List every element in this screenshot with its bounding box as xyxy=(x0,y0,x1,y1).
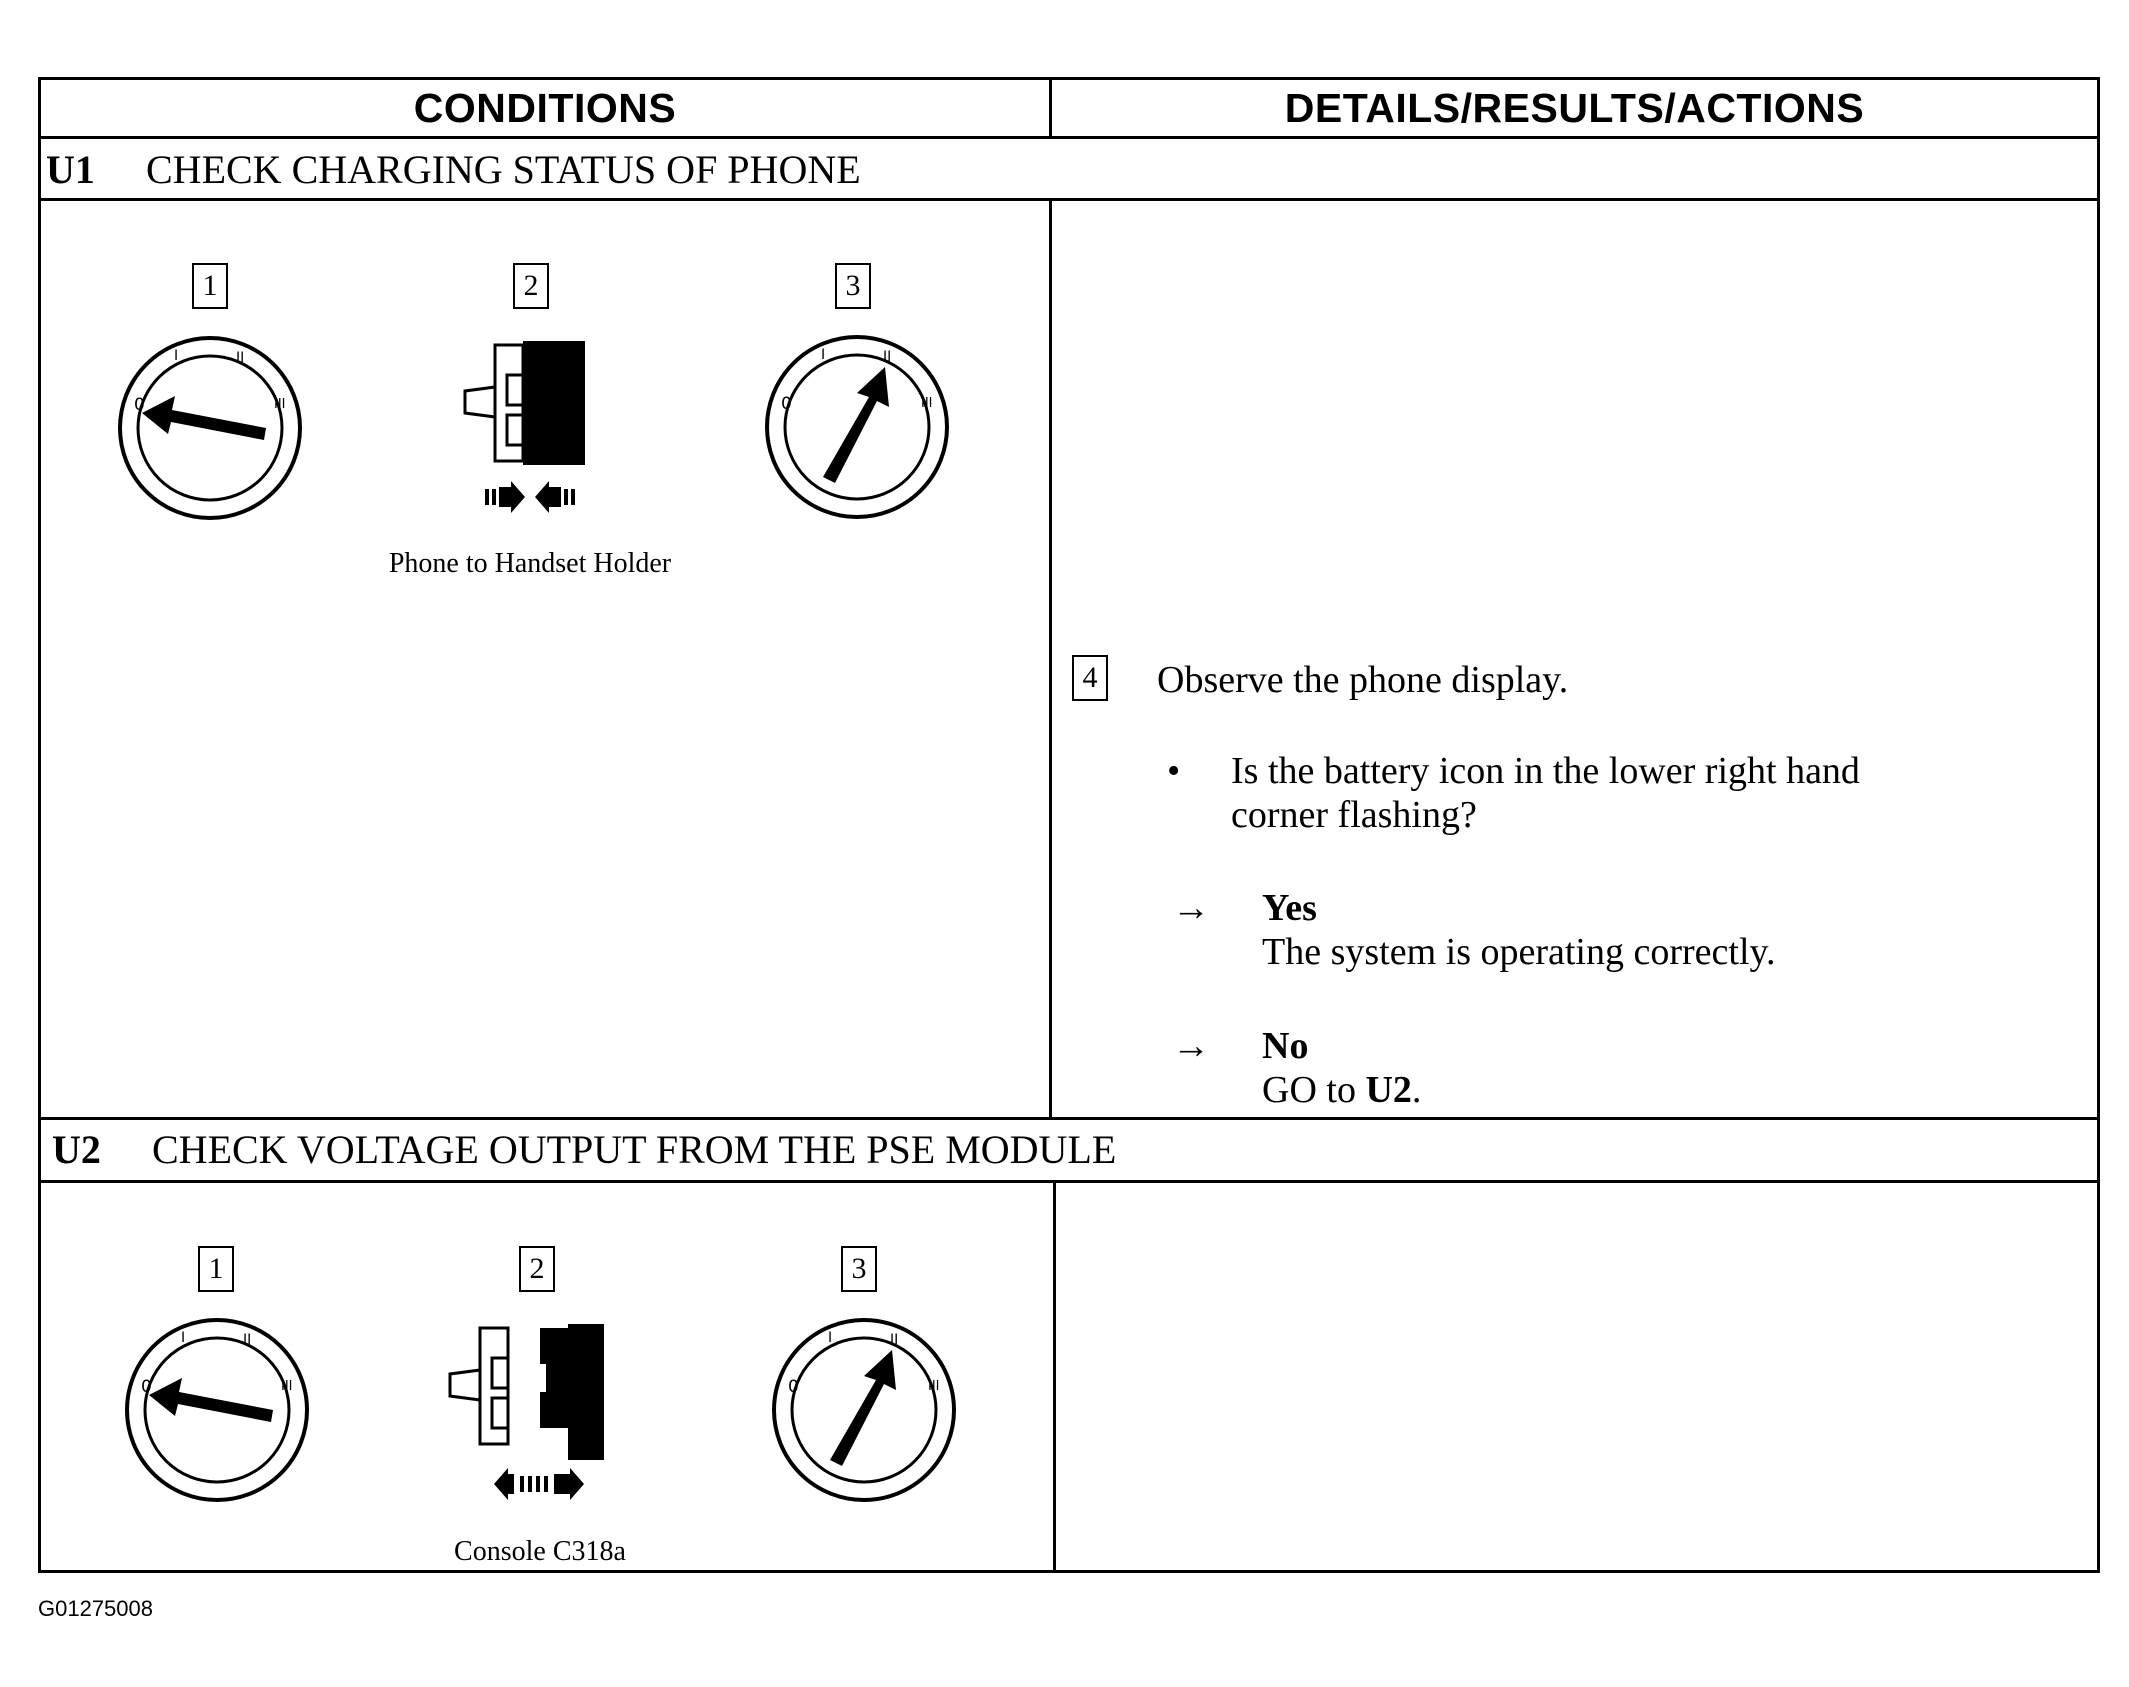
u1-question xyxy=(1231,749,1860,837)
u1-step-1-box: 1 xyxy=(192,263,228,309)
u1-yes-label: Yes xyxy=(1262,887,1317,929)
u1-yes-block xyxy=(1262,886,1776,974)
u1-connector-connect-icon xyxy=(455,335,605,515)
conditions-header: CONDITIONS xyxy=(413,85,677,131)
u2-section-id: U2 xyxy=(52,1127,101,1172)
u1r-run-mark: II xyxy=(883,349,892,365)
u2-column-divider xyxy=(1053,1180,1056,1573)
u2-step-2-box: 2 xyxy=(519,1246,555,1292)
u2-section-text: CHECK VOLTAGE OUTPUT FROM THE PSE MODULE xyxy=(152,1127,1117,1172)
u1-section-text: CHECK CHARGING STATUS OF PHONE xyxy=(146,147,861,192)
figure-id: G01275008 xyxy=(38,1596,153,1621)
u2-step-3-box: 3 xyxy=(841,1246,877,1292)
u1-question-line-1: Is the battery icon in the lower right hand xyxy=(1231,750,1860,792)
u1-acc-mark: I xyxy=(174,348,179,364)
u1r-acc-mark: I xyxy=(821,347,826,363)
u2-step-1-box: 1 xyxy=(198,1246,234,1292)
u2-start-mark: III xyxy=(281,1379,293,1394)
u2-ignition-off-icon xyxy=(119,1312,315,1508)
u1-no-text-ref: U2 xyxy=(1365,1069,1412,1111)
u2r-acc-mark: I xyxy=(828,1330,833,1346)
u1-section-title xyxy=(46,140,861,200)
header-divider xyxy=(38,136,2100,139)
u1-no-label: No xyxy=(1262,1025,1309,1067)
u1-bullet: • xyxy=(1167,750,1181,792)
details-header: DETAILS/RESULTS/ACTIONS xyxy=(1284,85,1865,131)
u1-run-mark: II xyxy=(236,350,245,366)
u2-off-mark: 0 xyxy=(141,1377,152,1397)
u1-connector-caption: Phone to Handset Holder xyxy=(388,548,672,579)
u2-section-title xyxy=(52,1120,1116,1180)
u1-step-3-box: 3 xyxy=(835,263,871,309)
u2-title-bottom-divider xyxy=(38,1180,2100,1183)
u2-connector-disconnect-icon xyxy=(440,1318,640,1508)
u1-no-block xyxy=(1262,1024,1421,1112)
u1-no-text-suffix: . xyxy=(1411,1069,1422,1111)
u1-column-divider xyxy=(1049,198,1052,1120)
u2r-run-mark: II xyxy=(890,1332,899,1348)
u1-no-text-prefix: GO to xyxy=(1262,1069,1356,1111)
u1-no-arrow: → xyxy=(1172,1025,1210,1067)
u1-step-2-box: 2 xyxy=(513,263,549,309)
u1-off-mark: 0 xyxy=(134,395,145,415)
u1-start-mark: III xyxy=(274,397,286,412)
u2-acc-mark: I xyxy=(181,1330,186,1346)
u2-connector-caption: Console C318a xyxy=(454,1536,626,1567)
u1-yes-arrow: → xyxy=(1172,887,1210,929)
u1-section-id: U1 xyxy=(46,147,95,192)
u1-step-4-box: 4 xyxy=(1072,655,1108,701)
u2-ignition-run-icon xyxy=(766,1312,962,1508)
u1-ignition-run-icon xyxy=(759,329,955,525)
u1-yes-text: The system is operating correctly. xyxy=(1262,931,1776,973)
u1r-off-mark: 0 xyxy=(781,394,792,414)
u2r-off-mark: 0 xyxy=(788,1377,799,1397)
u1-question-line-2: corner flashing? xyxy=(1231,794,1477,836)
u1r-start-mark: III xyxy=(921,396,933,411)
u1-instruction: Observe the phone display. xyxy=(1157,659,1569,701)
u1-ignition-off-icon xyxy=(112,330,308,526)
u1-no-text xyxy=(1262,1068,1421,1112)
u2r-start-mark: III xyxy=(928,1379,940,1394)
u2-run-mark: II xyxy=(243,1332,252,1348)
